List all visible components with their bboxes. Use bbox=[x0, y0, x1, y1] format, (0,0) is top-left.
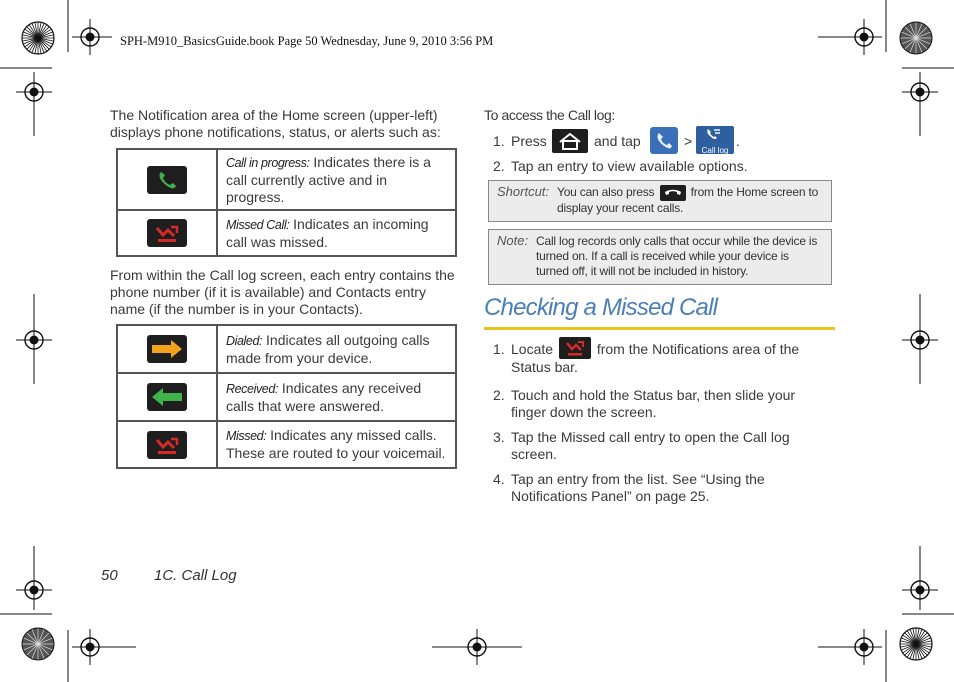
step-text: . bbox=[736, 133, 740, 149]
step-number: 4. bbox=[493, 471, 505, 487]
section-rule bbox=[484, 327, 835, 330]
table-desc: Indicates there is a call currently active and in progress. bbox=[226, 153, 431, 205]
missed-call-icon bbox=[559, 337, 591, 359]
call-log-caption: Call log bbox=[701, 146, 729, 155]
access-heading: To access the Call log: bbox=[484, 107, 615, 123]
step-text: Tap an entry from the list. See “Using the Notifications Panel” on page 25. bbox=[511, 471, 765, 504]
step-text: Press bbox=[511, 133, 547, 149]
footer-section: 1C. Call Log bbox=[154, 567, 237, 584]
step-text-a: Locate bbox=[511, 341, 554, 357]
shortcut-text-b: from the Home screen to display your recent calls. bbox=[557, 185, 819, 215]
list-item bbox=[484, 425, 824, 467]
table-desc: Indicates an incoming call was missed. bbox=[226, 215, 429, 250]
list-item bbox=[484, 126, 844, 156]
list-item bbox=[484, 467, 824, 509]
table-desc: Indicates any received calls that were answered. bbox=[226, 379, 422, 414]
missed-call-icon bbox=[147, 431, 187, 459]
table-desc: Indicates all outgoing calls made from your device. bbox=[226, 331, 430, 366]
call-in-progress-icon bbox=[147, 166, 187, 194]
shortcut-box bbox=[488, 180, 832, 222]
access-steps bbox=[484, 126, 844, 176]
received-arrow-icon bbox=[147, 383, 187, 411]
note-text: Call log records only calls that occur while the device is turned on. If a call is received while your device is turned off, it will not be included in history. bbox=[536, 234, 818, 278]
list-item bbox=[484, 339, 824, 383]
step-text: Touch and hold the Status bar, then slide your finger down the screen. bbox=[511, 387, 796, 420]
list-item bbox=[484, 156, 844, 176]
page-number: 50 bbox=[101, 567, 118, 584]
notification-icons-table bbox=[116, 148, 457, 257]
table-desc: Indicates any missed calls. These are routed to your voicemail. bbox=[226, 427, 446, 461]
book-header: SPH-M910_BasicsGuide.book Page 50 Wednesday, June 9, 2010 3:56 PM bbox=[120, 34, 494, 48]
missed-call-icon bbox=[147, 219, 187, 247]
table-row bbox=[117, 373, 456, 421]
table-term: Missed: bbox=[226, 429, 267, 443]
step-text bbox=[511, 341, 821, 376]
call-log-entries-text: From within the Call log screen, each entry contains the phone number (if it is available) and Contacts entry name (if the number is in your Contacts). bbox=[110, 267, 455, 317]
table-term: Received: bbox=[226, 381, 278, 396]
note-label: Note: bbox=[497, 233, 529, 248]
phone-app-icon bbox=[650, 127, 678, 154]
missed-call-steps bbox=[484, 339, 824, 509]
table-term: Dialed: bbox=[226, 333, 263, 348]
talk-key-icon bbox=[660, 185, 686, 201]
step-text: Tap an entry to view available options. bbox=[511, 158, 748, 174]
step-number: 1. bbox=[493, 341, 505, 357]
table-row bbox=[117, 421, 456, 468]
shortcut-text-a: You can also press bbox=[557, 185, 655, 200]
step-number: 2. bbox=[493, 387, 505, 403]
step-text: Tap the Missed call entry to open the Call log screen. bbox=[511, 429, 790, 462]
intro-text: The Notification area of the Home screen (upper-left) displays phone notifications, status, or alerts such as: bbox=[110, 107, 441, 140]
shortcut-label: Shortcut: bbox=[497, 184, 550, 199]
table-row bbox=[117, 210, 456, 256]
table-term: Call in progress: bbox=[226, 155, 310, 170]
step-number: 2. bbox=[493, 158, 505, 174]
dialed-arrow-icon bbox=[147, 335, 187, 363]
call-log-icon bbox=[696, 126, 734, 154]
call-log-icons-table bbox=[116, 324, 457, 469]
step-text-b: from the Notifications area of the Status bar. bbox=[511, 341, 800, 376]
table-term: Missed Call: bbox=[226, 217, 290, 232]
step-number: 1. bbox=[493, 133, 505, 149]
note-box bbox=[488, 229, 832, 285]
section-title: Checking a Missed Call bbox=[484, 294, 718, 321]
step-text: and tap bbox=[594, 133, 641, 149]
shortcut-text bbox=[557, 185, 823, 216]
step-text: > bbox=[684, 133, 693, 149]
table-row bbox=[117, 149, 456, 210]
table-row bbox=[117, 325, 456, 373]
home-key-icon bbox=[552, 129, 588, 153]
step-number: 3. bbox=[493, 429, 505, 445]
list-item bbox=[484, 383, 824, 425]
